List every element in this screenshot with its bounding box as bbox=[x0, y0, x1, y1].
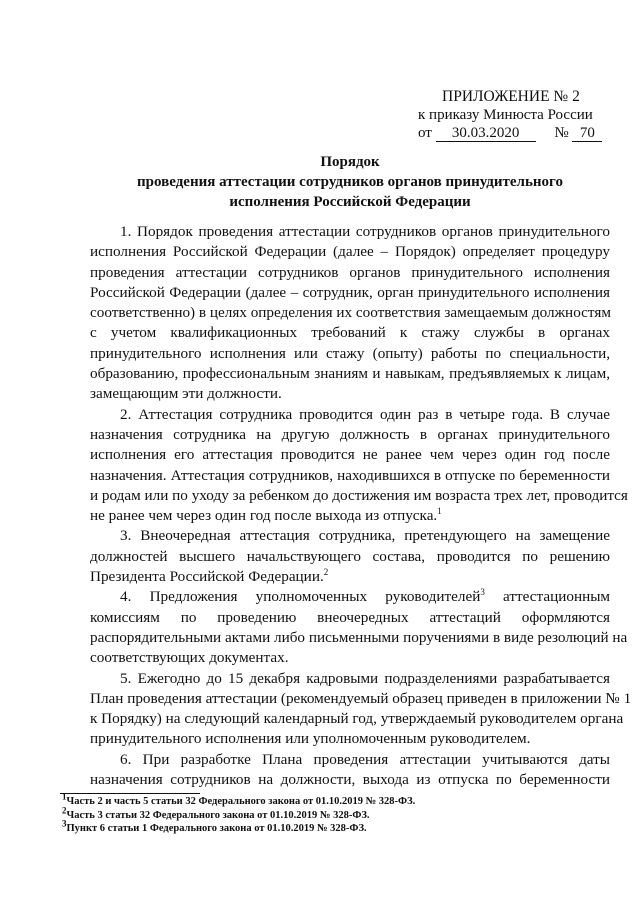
appendix-header bbox=[418, 88, 602, 142]
footnote: $^2$Часть 3 статьи 32 Федерального закона от 01.10.2019 № 328-ФЗ. bbox=[62, 805, 370, 821]
paragraph-line: не ранее чем через один год после выхода из отпуска.$^1$ bbox=[90, 506, 442, 525]
footnote: $^1$Часть 2 и часть 5 статьи 32 Федерального закона от 01.10.2019 № 328-ФЗ. bbox=[62, 791, 416, 807]
document-body bbox=[90, 222, 632, 790]
paragraph-line: 2. Аттестация сотрудника проводится один раз в четыре года. В случае bbox=[120, 405, 610, 423]
paragraph-line: исполнения его аттестация проводится не ранее чем через один год после bbox=[90, 446, 610, 464]
footnote-ref: 1 bbox=[437, 506, 442, 517]
paragraph-line: Президента Российской Федерации.$^2$ bbox=[90, 566, 329, 586]
order-label: к приказу Минюста России bbox=[418, 107, 593, 123]
order-date-line bbox=[418, 124, 602, 142]
paragraph-line: образованию, профессиональным знаниям и навыкам, предъявляемых к лицам, bbox=[90, 365, 610, 383]
paragraph-line: и родам или по уходу за ребенком до достижения им возраста трех лет, проводится bbox=[90, 486, 628, 504]
paragraph-line: соответственно) в целях определения их соответствия замещаемым должностям bbox=[90, 304, 611, 322]
paragraph-line: соответствующих документах. bbox=[90, 649, 289, 667]
paragraph-line: распорядительными актами либо письменными поручениями в виде резолюций на bbox=[90, 628, 628, 646]
number-label: № bbox=[554, 125, 569, 141]
title-line: Порядок bbox=[320, 154, 380, 170]
paragraph-line: 6. При разработке Плана проведения аттестации учитываются даты bbox=[120, 750, 610, 768]
paragraph-line: 5. Ежегодно до 15 декабря кадровыми подразделениями разрабатывается bbox=[120, 669, 610, 687]
paragraph-line: исполнения Российской Федерации (далее – Порядок) определяет процедуру bbox=[90, 243, 610, 261]
order-number: 70 bbox=[572, 126, 602, 142]
paragraph-line: План проведения аттестации (рекомендуемый образец приведен в приложении № 1 bbox=[90, 689, 632, 707]
paragraph-line: с учетом квалификационных требований к стажу службы в органах bbox=[90, 324, 610, 342]
footnote-ref: 3 bbox=[480, 587, 485, 598]
paragraph-line: должностей высшего начальствующего состава, проводится по решению bbox=[90, 547, 610, 565]
paragraph-line: Российской Федерации (далее – сотрудник, орган принудительного исполнения bbox=[90, 283, 610, 301]
paragraph-line: 1. Порядок проведения аттестации сотрудников органов принудительного bbox=[120, 223, 610, 240]
footnote-divider bbox=[60, 793, 200, 794]
paragraph-line: проведения аттестации сотрудников органов принудительного исполнения bbox=[90, 263, 610, 281]
paragraph-line: замещающим эти должности. bbox=[90, 385, 282, 403]
paragraph-line: 4. Предложения уполномоченных руководителей$^3$ аттестационным bbox=[120, 587, 611, 606]
footnote: $^3$Пункт 6 статьи 1 Федерального закона от 01.10.2019 № 328-ФЗ. bbox=[62, 818, 367, 834]
paragraph-line: к Порядку) на следующий календарный год, утверждаемый руководителем органа bbox=[90, 710, 624, 728]
paragraph-line: 3. Внеочередная аттестация сотрудника, претендующего на замещение bbox=[120, 527, 610, 545]
document-title bbox=[90, 152, 610, 212]
paragraph-line: комиссиям по проведению внеочередных аттестаций оформляются bbox=[90, 608, 610, 626]
title-line: проведения аттестации сотрудников органов принудительного bbox=[137, 174, 563, 190]
title-line: исполнения Российской Федерации bbox=[229, 194, 471, 210]
paragraph-line: назначения сотрудников на должности, выхода из отпуска по беременности bbox=[90, 771, 610, 789]
from-label: от bbox=[418, 125, 432, 141]
order-date: 30.03.2020 bbox=[436, 126, 536, 142]
appendix-label: ПРИЛОЖЕНИЕ № 2 bbox=[442, 88, 580, 105]
paragraph-line: принудительного исполнения или стажу (опыту) работы по специальности, bbox=[90, 344, 610, 362]
footnote-ref: 2 bbox=[323, 566, 329, 577]
paragraph-line: назначения сотрудника на другую должность в органах принудительного bbox=[90, 425, 610, 443]
paragraph-line: назначения. Аттестация сотрудников, находившихся в отпуске по беременности bbox=[90, 466, 610, 484]
paragraph-line: принудительного исполнения или уполномоченным руководителем. bbox=[90, 730, 531, 748]
footnotes bbox=[62, 791, 416, 836]
